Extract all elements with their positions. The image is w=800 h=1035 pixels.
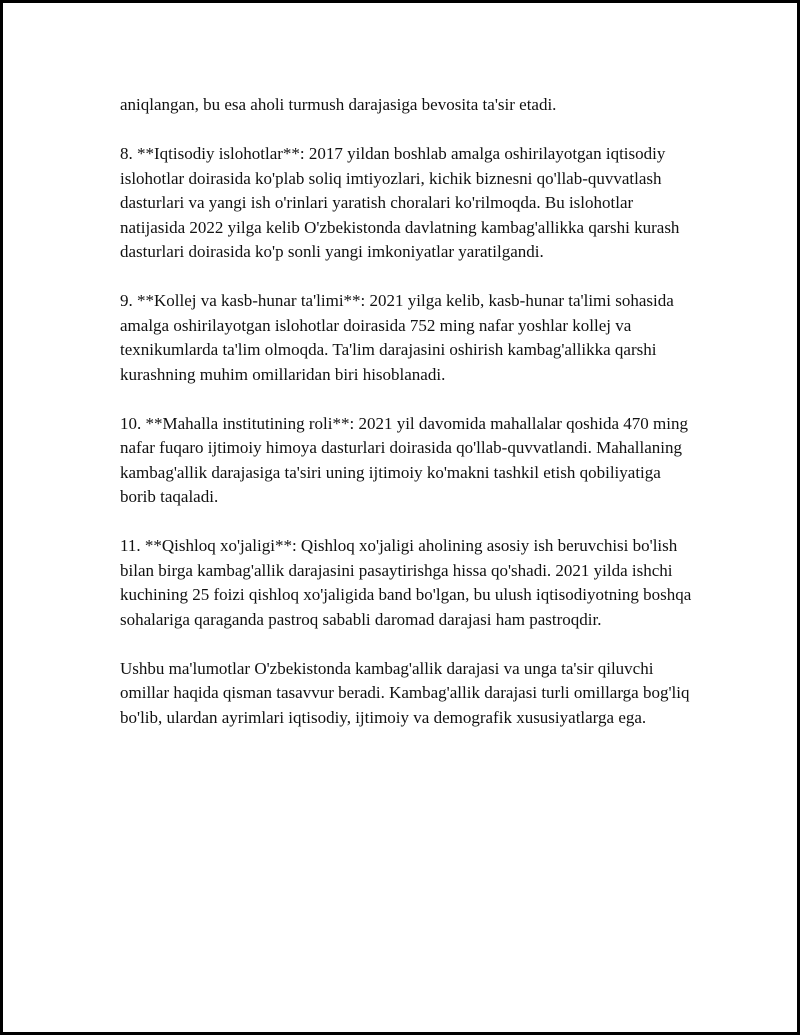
- paragraph-vocational-education: 9. **Kollej va kasb-hunar ta'limi**: 2021 yilga kelib, kasb-hunar ta'limi sohasida amalga oshirilayotgan islohotlar doirasida 752 ming nafar yoshlar kollej va texnikumlarda ta'lim olmoqda. Ta'lim darajasini oshirish kambag'allikka qarshi kurashning muhim omillaridan biri hisoblanadi.: [120, 291, 674, 384]
- paragraph-conclusion: Ushbu ma'lumotlar O'zbekistonda kambag'allik darajasi va unga ta'sir qiluvchi omillar haqida qisman tasavvur beradi. Kambag'allik darajasi turli omillarga bog'liq bo'lib, ulardan ayrimlari iqtisodiy, ijtimoiy va demografik xususiyatlarga ega.: [120, 658, 690, 727]
- paragraph-mahalla-role: 10. **Mahalla institutining roli**: 2021 yil davomida mahallalar qoshida 470 ming nafar fuqaro ijtimoiy himoya dasturlari doirasida qo'llab-quvvatlandi. Mahallaning kambag'allik darajasiga ta'siri uning ijtimoiy ko'makni tashkil etish qobiliyatiga borib taqaladi.: [120, 413, 689, 506]
- paragraph-continuation: aniqlangan, bu esa aholi turmush darajasiga bevosita ta'sir etadi.: [120, 95, 557, 114]
- paragraph-agriculture: 11. **Qishloq xo'jaligi**: Qishloq xo'jaligi aholining asosiy ish beruvchisi bo'lish bilan birga kambag'allik darajasini pasaytirishga hissa qo'shadi. 2021 yilda ishchi kuchining 25 foizi qishloq xo'jaligida band bo'lgan, bu ulush iqtisodiyotning boshqa sohalariga qaraganda pastroq sababli daromad darajasi ham pastroqdir.: [120, 536, 692, 629]
- paragraph-economic-reforms: 8. **Iqtisodiy islohotlar**: 2017 yildan boshlab amalga oshirilayotgan iqtisodiy islohotlar doirasida ko'plab soliq imtiyozlari, kichik biznesni qo'llab-quvvatlash dasturlari va yangi ish o'rinlari yaratish choralari ko'rilmoqda. Bu islohotlar natijasida 2022 yilga kelib O'zbekistonda davlatning kambag'allikka qarshi kurash dasturlari doirasida ko'p sonli yangi imkoniyatlar yaratilgandi.: [120, 144, 680, 261]
- document-body: [120, 93, 695, 755]
